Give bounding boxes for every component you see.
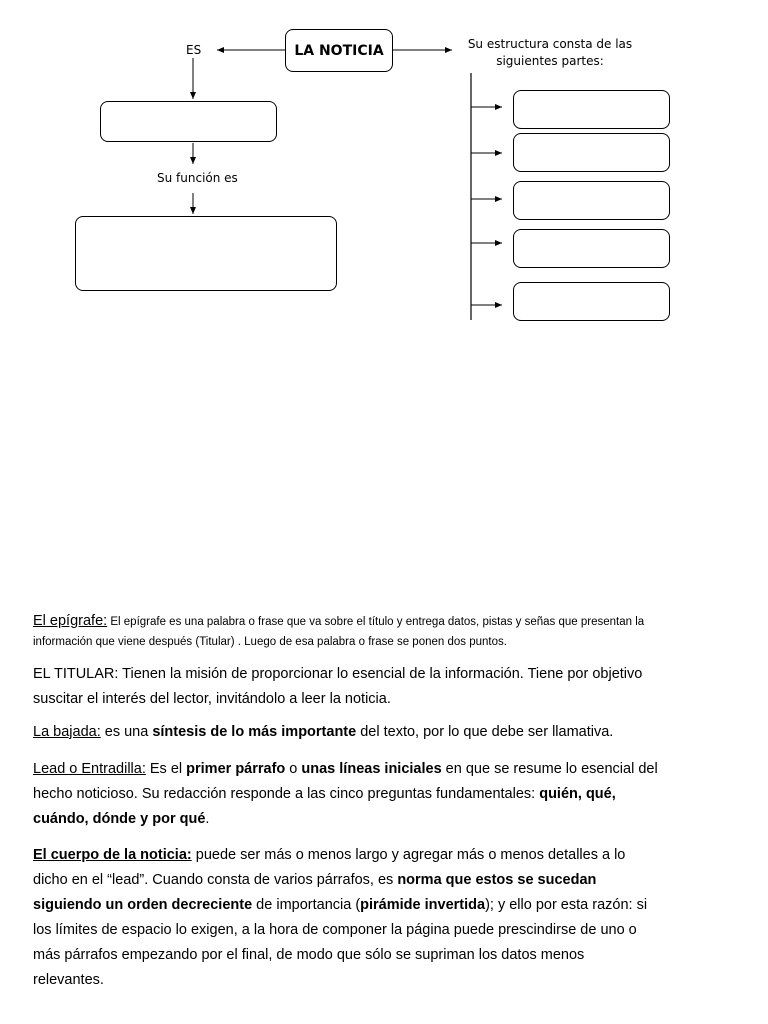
diagram-connectors: [0, 0, 768, 340]
epigrafe-label: El epígrafe:: [33, 613, 108, 629]
bajada-label: La bajada:: [33, 724, 101, 740]
lead-label: Lead o Entradilla:: [33, 761, 146, 777]
paragraph-bajada: [33, 720, 733, 745]
bajada-text-2: del texto, por lo que debe ser llamativa.: [356, 724, 614, 740]
bajada-text-1: es una: [100, 724, 153, 740]
function-label: Su función es: [157, 171, 238, 185]
lead-text-3: en que se resume lo esencial del: [441, 761, 658, 777]
structure-label-line2: siguientes partes:: [496, 54, 604, 68]
cuerpo-text-6: más párrafos empezando por el final, de modo que sólo se supriman los datos menos: [33, 947, 585, 963]
paragraph-lead: [33, 757, 733, 832]
lead-bold-4: cuándo, dónde y por qué: [33, 811, 206, 827]
paragraph-titular: [33, 662, 733, 712]
cuerpo-bold-2: siguiendo un orden decreciente: [33, 897, 253, 913]
cuerpo-bold-1: norma que estos se sucedan: [397, 872, 597, 888]
lead-bold-2: unas líneas iniciales: [301, 761, 442, 777]
lead-text-5: .: [205, 811, 210, 827]
cuerpo-label: El cuerpo de la noticia:: [33, 847, 192, 863]
titular-line-2: suscitar el interés del lector, invitándolo a leer la noticia.: [33, 691, 391, 707]
lead-text-1: Es el: [145, 761, 187, 777]
lead-text-4: hecho noticioso. Su redacción responde a las cinco preguntas fundamentales:: [33, 786, 540, 802]
cuerpo-text-7: relevantes.: [33, 972, 104, 988]
lead-bold-1: primer párrafo: [186, 761, 286, 777]
cuerpo-text-4: ); y ello por esta razón: si: [485, 897, 648, 913]
epigrafe-text-2: información que viene después (Titular) . Luego de esa palabra o frase se ponen dos puntos.: [33, 636, 507, 648]
paragraph-cuerpo: [33, 843, 733, 993]
bajada-bold: síntesis de lo más importante: [152, 724, 357, 740]
diagram-title: LA NOTICIA: [294, 42, 384, 59]
cuerpo-text-5: los límites de espacio lo exigen, a la hora de componer la página puede prescindirse de uno o: [33, 922, 637, 938]
es-label: ES: [186, 43, 202, 57]
lead-text-2: o: [285, 761, 302, 777]
cuerpo-text-3: de importancia (: [252, 897, 361, 913]
paragraph-epigrafe: [33, 611, 733, 652]
cuerpo-bold-3: pirámide invertida: [360, 897, 486, 913]
cuerpo-text-1: puede ser más o menos largo y agregar más o menos detalles a lo: [191, 847, 626, 863]
cuerpo-text-2: dicho en el “lead”. Cuando consta de varios párrafos, es: [33, 872, 398, 888]
titular-line-1: EL TITULAR: Tienen la misión de proporcionar lo esencial de la información. Tiene por objetivo: [33, 666, 643, 682]
lead-bold-3: quién, qué,: [539, 786, 616, 802]
epigrafe-text-1: El epígrafe es una palabra o frase que va sobre el título y entrega datos, pistas y señas que presentan la: [107, 616, 645, 628]
structure-label-line1: Su estructura consta de las: [467, 37, 633, 51]
